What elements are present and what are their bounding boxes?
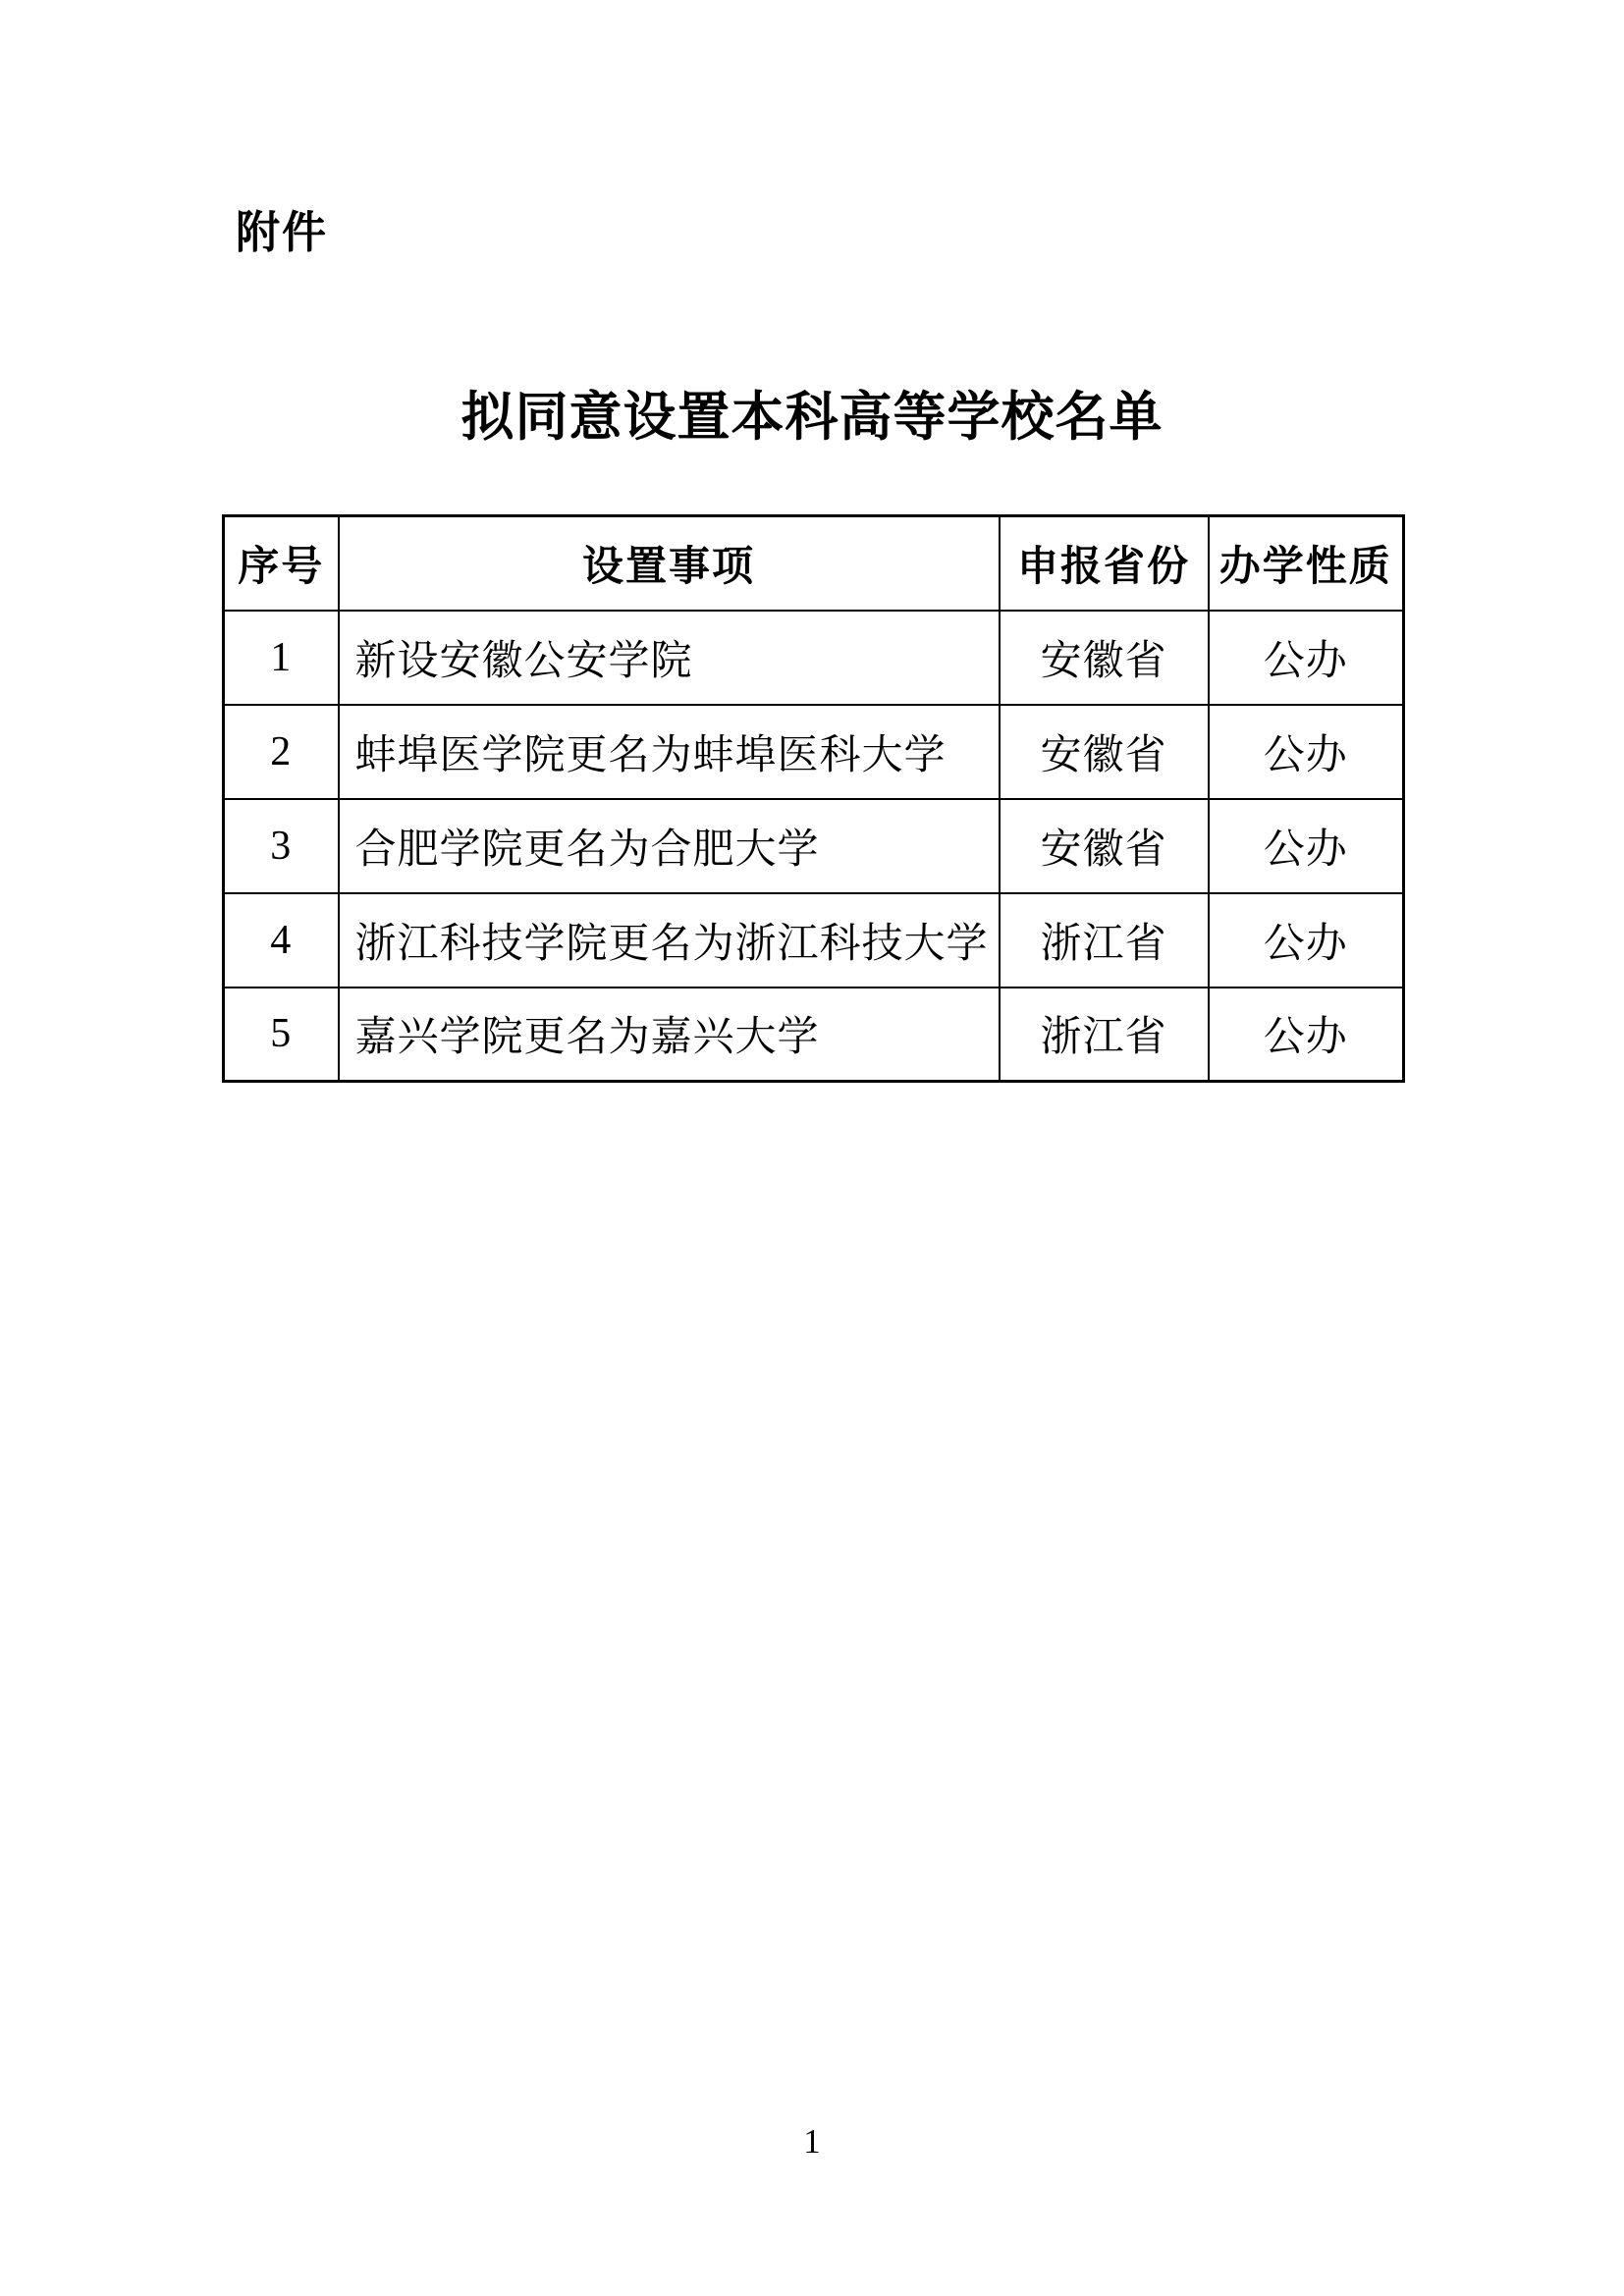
row-number-cell: 4 <box>224 893 339 988</box>
universities-table <box>222 514 1405 1083</box>
row-number-cell: 2 <box>224 705 339 799</box>
header-cell-province: 申报省份 <box>1000 516 1209 611</box>
table-row <box>224 893 1404 988</box>
table-header-row <box>224 516 1404 611</box>
province-cell: 安徽省 <box>1000 611 1209 705</box>
type-cell: 公办 <box>1209 893 1404 988</box>
province-cell: 安徽省 <box>1000 705 1209 799</box>
page-number: 1 <box>803 2122 821 2161</box>
header-cell-type: 办学性质 <box>1209 516 1404 611</box>
document-title: 拟同意设置本科高等学校名单 <box>460 388 1164 447</box>
type-cell: 公办 <box>1209 988 1404 1082</box>
item-cell: 蚌埠医学院更名为蚌埠医科大学 <box>339 705 1000 799</box>
header-cell-number: 序号 <box>224 516 339 611</box>
table-row <box>224 988 1404 1082</box>
type-cell: 公办 <box>1209 611 1404 705</box>
row-number-cell: 3 <box>224 799 339 893</box>
attachment-label: 附件 <box>236 207 329 257</box>
province-cell: 浙江省 <box>1000 893 1209 988</box>
province-cell: 安徽省 <box>1000 799 1209 893</box>
type-cell: 公办 <box>1209 705 1404 799</box>
header-cell-item: 设置事项 <box>339 516 1000 611</box>
type-cell: 公办 <box>1209 799 1404 893</box>
table-row <box>224 611 1404 705</box>
item-cell: 新设安徽公安学院 <box>339 611 1000 705</box>
table-row <box>224 705 1404 799</box>
province-cell: 浙江省 <box>1000 988 1209 1082</box>
item-cell: 嘉兴学院更名为嘉兴大学 <box>339 988 1000 1082</box>
item-cell: 浙江科技学院更名为浙江科技大学 <box>339 893 1000 988</box>
table-row <box>224 799 1404 893</box>
item-cell: 合肥学院更名为合肥大学 <box>339 799 1000 893</box>
row-number-cell: 1 <box>224 611 339 705</box>
row-number-cell: 5 <box>224 988 339 1082</box>
